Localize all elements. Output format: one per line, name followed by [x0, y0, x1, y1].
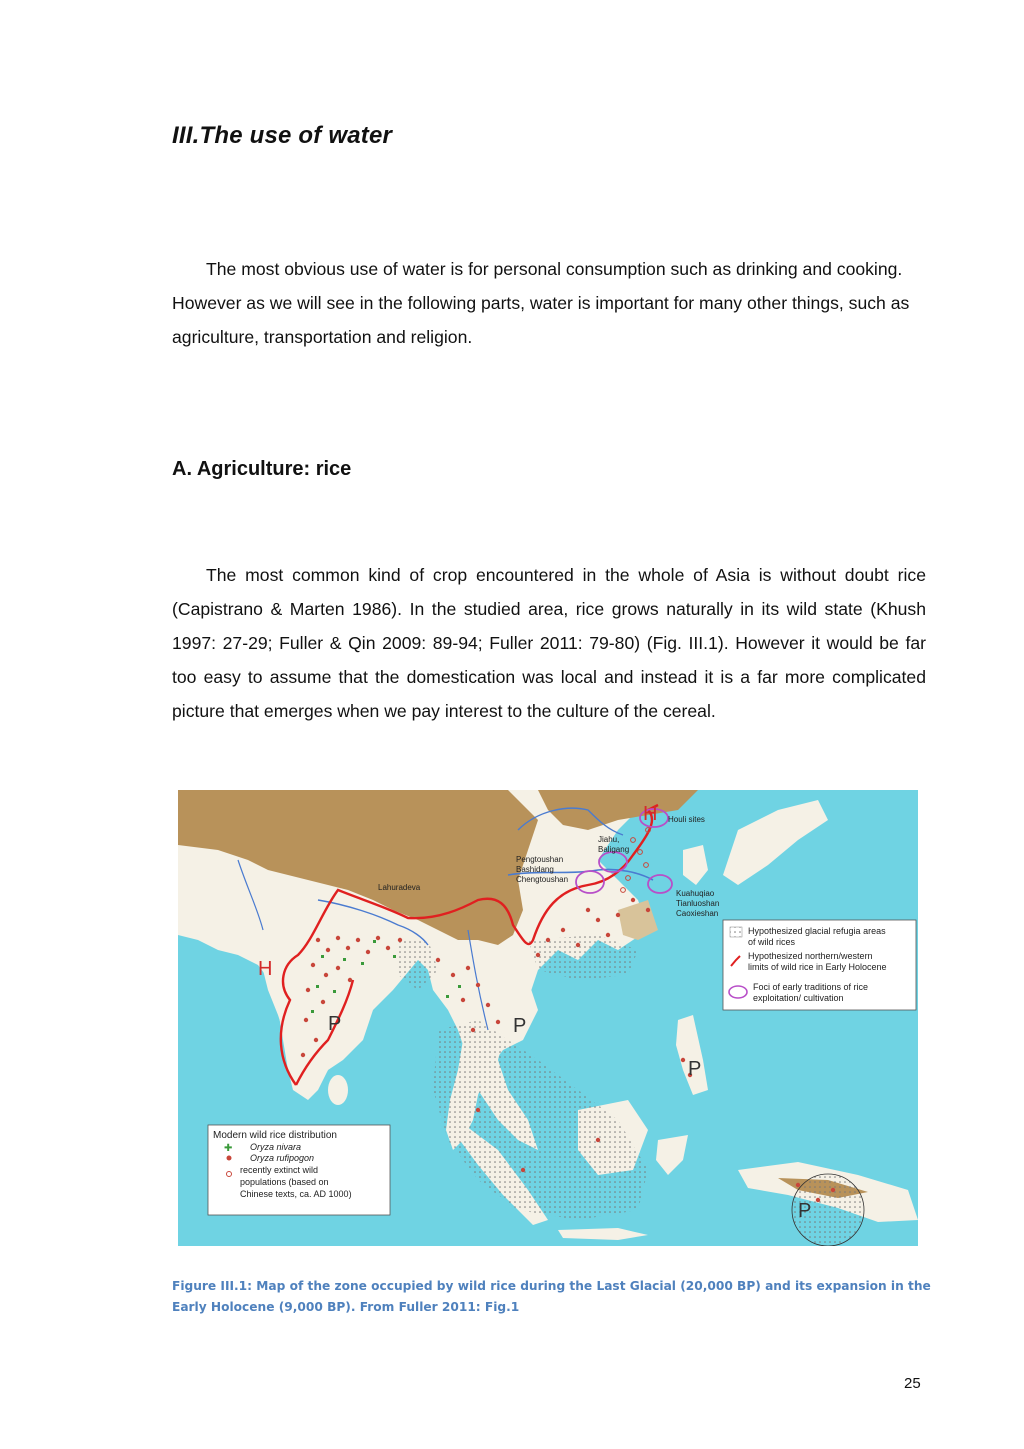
figure-caption: Figure III.1: Map of the zone occupied by wild rice during the Last Glacial (20,000 BP) and its expansion in the Early Holocene (9,000 BP). From Fuller 2011: Fig.1	[172, 1279, 931, 1314]
label-pengtoushan: Pengtoushan	[516, 855, 564, 864]
legend-extinct-line1: recently extinct wild	[240, 1165, 319, 1175]
legend-left-title: Modern wild rice distribution	[213, 1130, 337, 1141]
legend-extinct-line2: populations (based on	[240, 1177, 329, 1187]
map-land-srilanka	[328, 1075, 348, 1105]
legend-nivara-label: Oryza nivara	[250, 1142, 302, 1152]
letter-p-indochina: P	[513, 1015, 527, 1037]
legend-left	[208, 1125, 390, 1215]
legend-extinct-line3: Chinese texts, ca. AD 1000)	[240, 1189, 352, 1199]
letter-p-newguinea: P	[798, 1200, 812, 1222]
label-bashidang: Bashidang	[516, 865, 554, 874]
paragraph-intro	[172, 252, 926, 354]
legend-refugia-line2: of wild rices	[748, 937, 796, 947]
paragraph-rice	[172, 558, 926, 728]
label-jiahu: Jiahu,	[598, 835, 620, 844]
subsection-title: A. Agriculture: rice	[172, 458, 352, 480]
label-baligang: Baligang	[598, 845, 630, 854]
legend-foci-line2: exploitation/ cultivation	[753, 993, 844, 1003]
label-kuahuqiao: Kuahuqiao	[676, 889, 715, 898]
legend-nivara-marker: ✚	[224, 1143, 233, 1154]
page-number: 25	[904, 1375, 921, 1392]
letter-p-srilanka: P	[328, 1013, 342, 1035]
letter-h-china: H	[643, 803, 658, 825]
letter-h-india: H	[258, 958, 273, 980]
label-houli: Houli sites	[668, 815, 705, 824]
label-lahuradeva: Lahuradeva	[378, 883, 421, 892]
wild-rice-map	[178, 790, 918, 1246]
letter-p-philippines: P	[688, 1058, 702, 1080]
legend-rufipogon-label: Oryza rufipogon	[250, 1153, 315, 1163]
section-title: III.The use of water	[172, 122, 393, 149]
legend-refugia-line1: Hypothesized glacial refugia areas	[748, 926, 886, 936]
legend-limit-line1: Hypothesized northern/western	[748, 951, 873, 961]
legend-right	[723, 920, 916, 1010]
label-chengtoushan: Chengtoushan	[516, 875, 569, 884]
legend-rufipogon-marker	[227, 1156, 232, 1161]
paragraph-rice-text: The most common kind of crop encountered in the whole of Asia is without doubt rice (Capistrano & Marten 1986). In the studied area, rice grows naturally in its wild state (Khush 1997: 27-29; Fuller & Qin 2009: 89-94; Fuller 2011: 79-80) (Fig. III.1). However it would be far too easy to assume that the domestication was local and instead it is a far more complicated picture that emerges when we pay interest to the culture of the cereal.	[172, 565, 926, 721]
label-caoxieshan: Caoxieshan	[676, 909, 719, 918]
legend-limit-line2: limits of wild rice in Early Holocene	[748, 962, 887, 972]
legend-foci-line1: Foci of early traditions of rice	[753, 982, 869, 992]
label-tianluoshan: Tianluoshan	[676, 899, 720, 908]
paragraph-intro-text: The most obvious use of water is for personal consumption such as drinking and cooking. However as we will see in the following parts, water is important for many other things, such as agriculture, transportation and religion.	[172, 259, 910, 347]
legend-refugia-swatch	[730, 927, 742, 937]
